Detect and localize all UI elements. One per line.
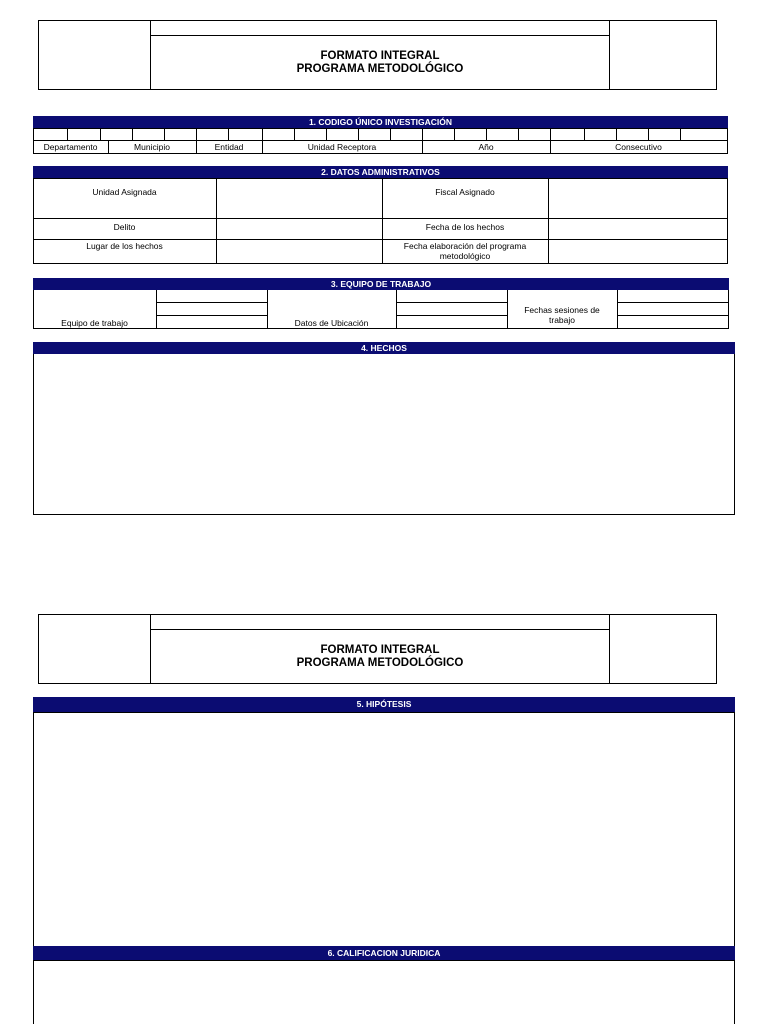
- label-departamento: Departamento: [43, 142, 98, 152]
- label-unidad-receptora: Unidad Receptora: [307, 142, 377, 152]
- label-consecutivo: Consecutivo: [615, 142, 662, 152]
- form-header-page2: [38, 614, 717, 684]
- label-fechas-sesiones: Fechas sesiones de trabajo: [524, 305, 600, 325]
- label-municipio: Municipio: [134, 142, 170, 152]
- label-delito: Delito: [113, 222, 136, 232]
- label-lugar-hechos: Lugar de los hechos: [86, 241, 163, 251]
- label-equipo-trabajo: Equipo de trabajo: [61, 318, 128, 328]
- label-ano: Año: [478, 142, 494, 152]
- form-title-line2: PROGRAMA METODOLÓGICO: [296, 63, 464, 75]
- form-title-line1: FORMATO INTEGRAL: [320, 50, 440, 62]
- label-fecha-hechos: Fecha de los hechos: [425, 222, 505, 232]
- label-entidad: Entidad: [214, 142, 244, 152]
- form-title-line2: PROGRAMA METODOLÓGICO: [296, 657, 464, 669]
- section-6-title: 6. CALIFICACION JURIDICA: [33, 946, 735, 960]
- logo-box: [39, 615, 151, 683]
- label-fiscal-asignado: Fiscal Asignado: [435, 187, 495, 197]
- section-1-title: 1. CODIGO ÚNICO INVESTIGACIÓN: [33, 116, 728, 128]
- section-4-title: 4. HECHOS: [33, 342, 735, 354]
- label-fecha-elaboracion: Fecha elaboración del programa metodológico: [403, 241, 527, 261]
- header-right-box: [609, 615, 717, 683]
- label-datos-ubicacion: Datos de Ubicación: [294, 318, 369, 328]
- header-divider: [151, 629, 609, 630]
- form-title-line1: FORMATO INTEGRAL: [320, 644, 440, 656]
- section-3-title: 3. EQUIPO DE TRABAJO: [33, 278, 729, 290]
- section-5-title: 5. HIPÓTESIS: [33, 697, 735, 712]
- form-title: [151, 644, 609, 670]
- section-2-title: 2. DATOS ADMINISTRATIVOS: [33, 166, 728, 178]
- label-unidad-asignada: Unidad Asignada: [92, 187, 157, 197]
